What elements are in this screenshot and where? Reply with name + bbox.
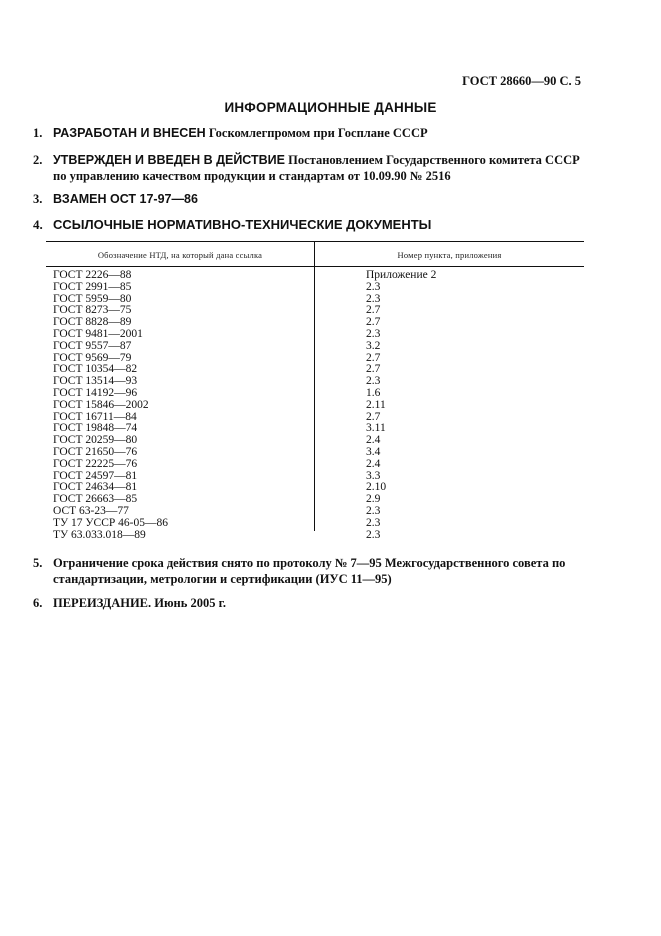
table-cell: 3.2: [366, 339, 381, 352]
item-key: ВЗАМЕН ОСТ 17-97—86: [53, 192, 198, 206]
table-cell: 2.3: [366, 516, 381, 529]
table-cell: ТУ 17 УССР 46-05—86: [53, 516, 168, 529]
table-cell: ГОСТ 8828—89: [53, 316, 132, 329]
table-cell: 3.4: [366, 445, 381, 458]
table-cell: ГОСТ 2226—88: [53, 269, 132, 281]
table-cell: ГОСТ 10354—82: [53, 363, 138, 376]
table-cell: ГОСТ 13514—93: [53, 375, 138, 388]
table-cell: ГОСТ 9481—2001: [53, 327, 143, 340]
item-number: 3.: [33, 192, 43, 206]
item-text: Госкомлегпромом при Госплане СССР: [208, 126, 428, 140]
table-cell: ГОСТ 2991—85: [53, 280, 132, 293]
table-cell: ГОСТ 5959—80: [53, 292, 132, 305]
table-cell: 2.11: [366, 398, 386, 411]
item-number: 4.: [33, 217, 43, 232]
page-header: ГОСТ 28660—90 С. 5: [462, 74, 581, 88]
table-cell: 2.3: [366, 504, 381, 517]
table-cell: ГОСТ 22225—76: [53, 457, 138, 470]
table-cell: ТУ 63.033.018—89: [53, 528, 146, 541]
table-col-ntd: [53, 270, 168, 541]
table-cell: 2.3: [366, 375, 381, 388]
table-cell: 2.7: [366, 410, 381, 423]
table-cell: ГОСТ 8273—75: [53, 304, 132, 317]
table-cell: 2.7: [366, 351, 381, 364]
info-item-6: [33, 595, 593, 611]
item-number: 5.: [33, 556, 43, 570]
table-cell: ГОСТ 26663—85: [53, 493, 138, 506]
table-header-rule: [46, 266, 584, 267]
table-cell: ГОСТ 24597—81: [53, 469, 138, 482]
table-cell: 2.10: [366, 481, 387, 494]
table-cell: ГОСТ 9569—79: [53, 351, 132, 364]
table-header-ntd: Обозначение НТД, на который дана ссылка: [97, 250, 263, 260]
table-cell: 2.4: [366, 434, 381, 447]
item-number: 6.: [33, 596, 43, 610]
table-cell: 2.9: [366, 493, 381, 506]
item-text: Постановлением Государственного комитета СССР по управлению качеством продукции и стандартам от 10.09.90 № 2516: [53, 153, 580, 183]
item-number: 1.: [33, 126, 43, 140]
table-cell: ГОСТ 20259—80: [53, 434, 138, 447]
table-column-divider: [314, 241, 315, 531]
table-header-clause: Номер пункта, приложения: [397, 250, 502, 260]
item-key: ССЫЛОЧНЫЕ НОРМАТИВНО-ТЕХНИЧЕСКИЕ ДОКУМЕНТЫ: [53, 217, 432, 232]
table-cell: 2.3: [366, 528, 381, 541]
info-item-5: [33, 555, 593, 587]
table-cell: ГОСТ 19848—74: [53, 422, 138, 435]
table-cell: 2.7: [366, 304, 381, 317]
table-cell: ГОСТ 15846—2002: [53, 398, 149, 411]
table-cell: 3.11: [366, 422, 386, 435]
table-cell: 2.3: [366, 292, 381, 305]
table-cell: ГОСТ 21650—76: [53, 445, 138, 458]
table-cell: Приложение 2: [366, 269, 437, 281]
table-cell: 2.4: [366, 457, 381, 470]
info-item-4: [33, 217, 593, 233]
section-title: ИНФОРМАЦИОННЫЕ ДАННЫЕ: [224, 100, 437, 115]
info-item-2: [33, 152, 593, 184]
table-cell: ГОСТ 14192—96: [53, 386, 138, 399]
info-item-1: [33, 125, 593, 141]
item-text: Ограничение срока действия снято по протоколу № 7—95 Межгосударственного совета по стандартизации, метрологии и сертификации (ИУС 11—95): [53, 556, 566, 586]
table-cell: 2.3: [366, 327, 381, 340]
table-cell: ГОСТ 9557—87: [53, 339, 132, 352]
item-key: УТВЕРЖДЕН И ВВЕДЕН В ДЕЙСТВИЕ: [53, 153, 286, 167]
table-cell: 1.6: [366, 386, 381, 399]
table-cell: 2.7: [366, 363, 381, 376]
item-key: РАЗРАБОТАН И ВНЕСЕН: [53, 126, 206, 140]
item-text: ПЕРЕИЗДАНИЕ. Июнь 2005 г.: [53, 596, 226, 610]
table-top-rule: [46, 241, 584, 242]
table-cell: 3.3: [366, 469, 381, 482]
table-cell: ОСТ 63-23—77: [53, 504, 129, 517]
table-cell: ГОСТ 16711—84: [53, 410, 137, 423]
table-cell: 2.3: [366, 280, 381, 293]
table-cell: ГОСТ 24634—81: [53, 481, 138, 494]
table-col-clause: [366, 270, 436, 541]
table-cell: 2.7: [366, 316, 381, 329]
info-item-3: [33, 191, 593, 207]
item-number: 2.: [33, 153, 43, 167]
